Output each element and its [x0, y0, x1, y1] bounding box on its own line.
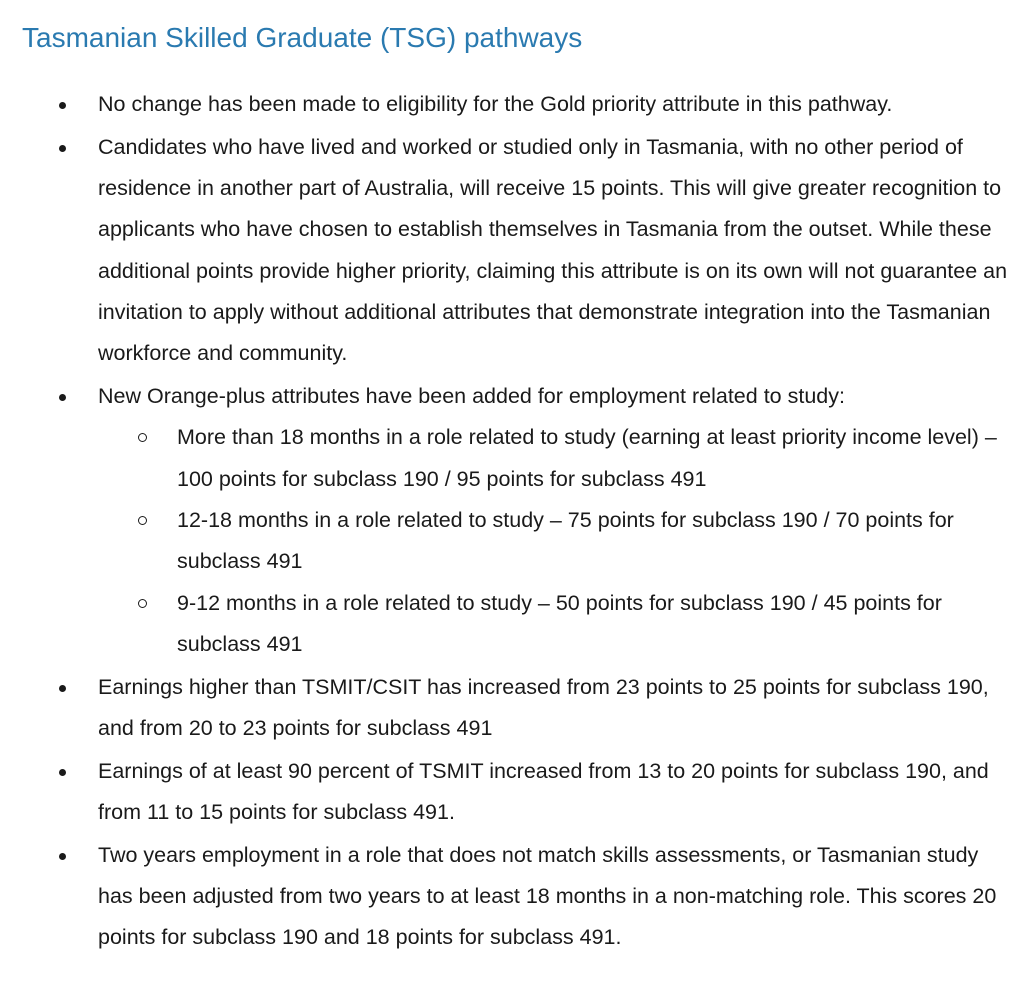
bullet-item	[0, 84, 1010, 125]
bullet-item	[0, 835, 1010, 959]
bullet-text: No change has been made to eligibility for the Gold priority attribute in this pathway.	[98, 92, 893, 116]
bullet-list	[0, 84, 1010, 960]
sub-bullet-item	[98, 500, 1010, 583]
bullet-dot-icon	[59, 853, 66, 860]
bullet-text: Two years employment in a role that does not match skills assessments, or Tasmanian study has been adjusted from two years to at least 18 months in a non-matching role. This scores 20 points for subclass 190 and 18 points for subclass 491.	[98, 842, 997, 950]
hollow-circle-bullet-icon	[138, 516, 147, 525]
bullet-dot-icon	[59, 145, 66, 152]
bullet-text: Candidates who have lived and worked or studied only in Tasmania, with no other period of residence in another part of Australia, will receive 15 points. This will give greater recognition to applicants who have chosen to establish themselves in Tasmania from the outset. While these additional points provide higher priority, claiming this attribute is on its own will not guarantee an invitation to apply without additional attributes that demonstrate integration into the Tasmanian workforce and community.	[98, 134, 1008, 366]
bullet-text: Earnings higher than TSMIT/CSIT has increased from 23 points to 25 points for subclass 190, and from 20 to 23 points for subclass 491	[98, 674, 989, 740]
bullet-dot-icon	[59, 394, 66, 401]
sub-bullet-text: More than 18 months in a role related to study (earning at least priority income level) – 100 points for subclass 190 / 95 points for subclass 491	[177, 425, 997, 491]
bullet-text: New Orange-plus attributes have been added for employment related to study:	[98, 384, 845, 409]
sub-bullet-text: 12-18 months in a role related to study – 75 points for subclass 190 / 70 points for subclass 491	[177, 507, 954, 574]
bullet-dot-icon	[59, 102, 66, 109]
sub-bullet-text: 9-12 months in a role related to study – 50 points for subclass 190 / 45 points for subclass 491	[177, 590, 942, 656]
bullet-item	[0, 376, 1010, 665]
sub-bullet-item	[98, 583, 1010, 666]
hollow-circle-bullet-icon	[138, 599, 147, 608]
bullet-item	[0, 751, 1010, 834]
bullet-item	[0, 127, 1010, 375]
bullet-item	[0, 667, 1010, 750]
sub-bullet-list	[98, 417, 1010, 665]
sub-bullet-item	[98, 417, 1010, 500]
hollow-circle-bullet-icon	[138, 433, 147, 442]
bullet-dot-icon	[59, 769, 66, 776]
bullet-text: Earnings of at least 90 percent of TSMIT increased from 13 to 20 points for subclass 190, and from 11 to 15 points for subclass 491.	[98, 758, 989, 825]
section-heading: Tasmanian Skilled Graduate (TSG) pathways	[22, 22, 583, 53]
bullet-dot-icon	[59, 685, 66, 692]
